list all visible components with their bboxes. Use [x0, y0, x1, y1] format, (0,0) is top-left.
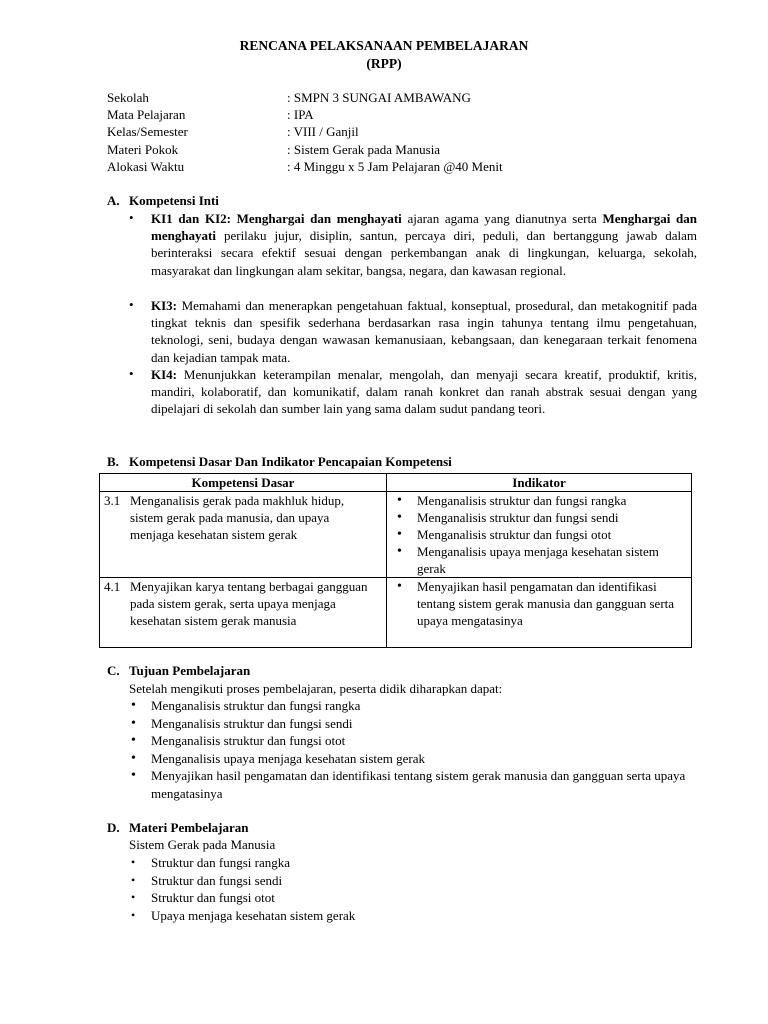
objectives-list: [129, 697, 689, 802]
list-item: • Struktur dan fungsi sendi: [129, 872, 689, 890]
section-a-heading: A. Kompetensi Inti: [107, 193, 219, 208]
bullet-icon: •: [129, 210, 134, 225]
list-item: • Menganalisis struktur dan fungsi sendi: [391, 509, 687, 526]
section-c-intro: Setelah mengikuti proses pembelajaran, peserta didik diharapkan dapat:: [129, 681, 503, 696]
list-item: • Menganalisis upaya menjaga kesehatan sistem gerak: [391, 543, 687, 577]
identity-label: Materi Pokok: [107, 142, 179, 157]
list-item: • Menganalisis struktur dan fungsi rangka: [129, 697, 689, 715]
kd-cell: [100, 578, 387, 648]
table-row: [100, 492, 692, 578]
kd-cell: [100, 492, 387, 578]
identity-value: : IPA: [287, 107, 314, 122]
ki3-item: • KI3: Memahami dan menerapkan pengetahuan faktual, konseptual, prosedural, dan metakognitif pada tingkat teknis dan spesifik sederhana berdasarkan rasa ingin tahunya tentang ilmu pengetahuan, teknologi, seni, budaya dengan wawasan kemanusiaan, kebangsaan, dan kenegaraan terkait fenomena dan kejadian tampak mata.: [129, 297, 697, 365]
kd-number: 3.1: [104, 493, 121, 508]
indicator-cell: [387, 492, 692, 578]
section-d-intro: Sistem Gerak pada Manusia: [129, 837, 276, 852]
list-item: • Upaya menjaga kesehatan sistem gerak: [129, 907, 689, 925]
section-c-heading: C. Tujuan Pembelajaran: [107, 663, 251, 678]
identity-value: : Sistem Gerak pada Manusia: [287, 142, 441, 157]
list-item: • Menganalisis upaya menjaga kesehatan sistem gerak: [129, 750, 689, 768]
identity-value: : 4 Minggu x 5 Jam Pelajaran @40 Menit: [287, 159, 503, 174]
document-subtitle: (RPP): [366, 56, 402, 71]
indicator-cell: [387, 578, 692, 648]
bullet-icon: •: [129, 366, 134, 381]
kd-text: Menyajikan karya tentang berbagai gangguan pada sistem gerak, serta upaya menjaga kesehatan sistem gerak manusia: [130, 579, 368, 628]
identity-label: Alokasi Waktu: [107, 159, 185, 174]
kd-number: 4.1: [104, 579, 121, 594]
document-title: RENCANA PELAKSANAAN PEMBELAJARAN: [239, 38, 529, 53]
list-item: • Struktur dan fungsi otot: [129, 889, 689, 907]
ki1-ki2-item: • KI1 dan KI2: Menghargai dan menghayati ajaran agama yang dianutnya serta Menghargai dan menghayati perilaku jujur, disiplin, santun, percaya diri, peduli, dan bertanggung jawab dalam berinteraksi secara efektif sesuai dengan perkembangan anak di lingkungan, keluarga, sekolah, masyarakat dan lingkungan alam sekitar, bangsa, negara, dan kawasan regional.: [129, 210, 698, 278]
list-item: • Struktur dan fungsi rangka: [129, 854, 689, 872]
bullet-icon: •: [129, 297, 134, 312]
list-item: • Menganalisis struktur dan fungsi otot: [391, 526, 687, 543]
section-b-heading: B. Kompetensi Dasar Dan Indikator Pencapaian Kompetensi: [107, 454, 452, 469]
identity-value: : VIII / Ganjil: [287, 124, 359, 139]
list-item: • Menyajikan hasil pengamatan dan identifikasi tentang sistem gerak manusia dan gangguan serta upaya mengatasinya: [391, 578, 687, 629]
list-item: • Menyajikan hasil pengamatan dan identifikasi tentang sistem gerak manusia dan gangguan serta upaya mengatasinya: [129, 767, 689, 802]
list-item: • Menganalisis struktur dan fungsi rangka: [391, 492, 687, 509]
identity-label: Sekolah: [107, 90, 149, 105]
ki4-item: • KI4: Menunjukkan keterampilan menalar, mengolah, dan menyaji secara kreatif, produktif, kritis, mandiri, kolaboratif, dan komunikatif, dalam ranah konkret dan ranah abstrak sesuai dengan yang dipelajari di sekolah dan sumber lain yang sama dalam sudut pandang teori.: [129, 366, 697, 417]
kd-text: Menganalisis gerak pada makhluk hidup, sistem gerak pada manusia, dan upaya menjaga kesehatan sistem gerak: [130, 493, 345, 542]
table-header-row: [100, 474, 692, 492]
table-header-indikator: Indikator: [387, 474, 692, 492]
section-d-heading: D. Materi Pembelajaran: [107, 820, 249, 835]
list-item: • Menganalisis struktur dan fungsi otot: [129, 732, 689, 750]
materials-list: [129, 854, 689, 924]
identity-value: : SMPN 3 SUNGAI AMBAWANG: [287, 90, 471, 105]
list-item: • Menganalisis struktur dan fungsi sendi: [129, 715, 689, 733]
identity-label: Kelas/Semester: [107, 124, 188, 139]
table-row: [100, 578, 692, 648]
identity-label: Mata Pelajaran: [107, 107, 186, 122]
competency-table: [99, 473, 692, 648]
table-header-kd: Kompetensi Dasar: [100, 474, 387, 492]
